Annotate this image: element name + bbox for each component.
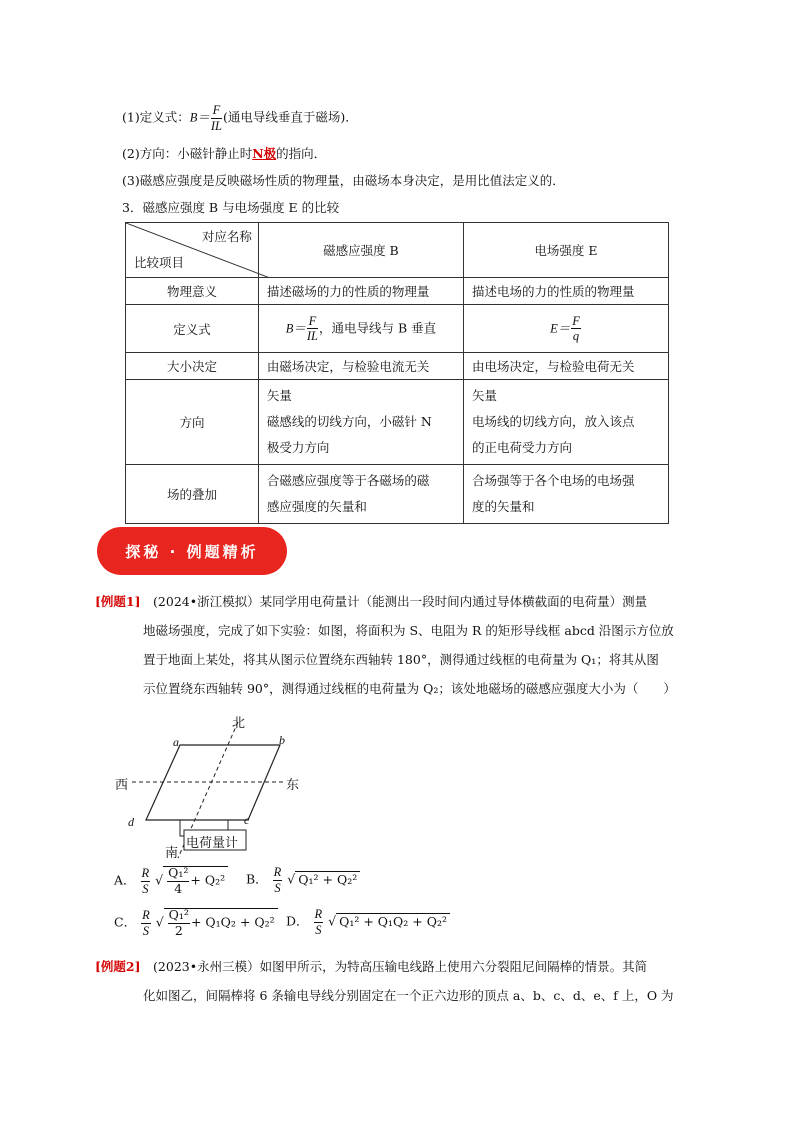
cell-line: 的正电荷受力方向 — [471, 440, 572, 455]
s: S — [142, 881, 149, 896]
r: R — [314, 907, 323, 921]
q1-over-4 — [167, 867, 189, 895]
s: S — [142, 923, 149, 938]
cell-b: 描述磁场的力的性质的物理量 — [258, 278, 463, 305]
sqrt-body: Q₁² + Q₂² — [295, 871, 360, 887]
b-lhs: B＝ — [285, 321, 306, 335]
e-fraction — [571, 315, 581, 343]
sqrt-body — [163, 866, 228, 895]
row-label: 物理意义 — [126, 278, 259, 305]
q1-over-2 — [168, 909, 190, 937]
table-row — [126, 465, 669, 524]
ex1-line2: 地磁场强度，完成了如下实验：如图，将面积为 S、电阻为 R 的矩形导线框 abcd 沿图示方位放 — [143, 623, 674, 638]
sqrt-body — [164, 908, 278, 937]
cell-b — [258, 465, 463, 524]
label-west: 西 — [115, 778, 129, 793]
diagonal-header-cell — [126, 223, 259, 278]
property-line: (3)磁感应强度是反映磁场性质的物理量，由磁场本身决定，是用比值法定义的． — [122, 173, 565, 188]
direction-line — [122, 144, 326, 162]
den: 4 — [174, 880, 183, 896]
vertex-a: a — [173, 735, 179, 749]
label-east: 东 — [286, 778, 300, 793]
sqrt-symbol: √ — [287, 871, 296, 887]
table-row — [126, 278, 669, 305]
cell-line: 合场强等于各个电场的电场强 — [471, 473, 635, 488]
n-pole-highlight: N极 — [252, 146, 277, 161]
table-row — [126, 305, 669, 353]
l1-prefix: (1)定义式： — [122, 109, 190, 125]
sqrt-symbol: √ — [328, 913, 337, 929]
option-c-label: C． — [114, 914, 137, 930]
e-lhs: E＝ — [550, 321, 571, 335]
table-row — [126, 380, 669, 465]
l2-prefix: (2)方向：小磁针静止时 — [122, 146, 253, 161]
den: 2 — [174, 922, 183, 938]
l2-suffix: 的指向． — [276, 146, 327, 161]
cell-line: 磁感线的切线方向，小磁针 N — [266, 414, 432, 429]
l1-suffix: (通电导线垂直于磁场)． — [222, 109, 358, 125]
definition-line — [122, 104, 358, 132]
option-c[interactable] — [114, 908, 278, 937]
cell-e-formula — [463, 305, 668, 353]
r-over-s — [141, 867, 151, 895]
option-d[interactable] — [286, 908, 450, 936]
sqrt-symbol: √ — [155, 914, 164, 930]
cell-e — [463, 465, 668, 524]
cell-line: 极受力方向 — [266, 440, 330, 455]
col-header-b: 磁感应强度 B — [258, 223, 463, 278]
r: R — [142, 908, 150, 922]
r-over-s — [273, 866, 283, 894]
ex2-text: (2023•永州三模）如图甲所示，为特高压输电线路上使用六分裂阻尼间隔棒的情景。其简 — [140, 959, 648, 974]
table-header-row — [126, 223, 669, 278]
ex1-tag: [例题1] — [95, 594, 141, 609]
option-b[interactable] — [246, 866, 360, 894]
table-row — [126, 353, 669, 380]
tail: + Q₁Q₂ + Q₂² — [190, 914, 275, 930]
header-comparison-item: 比较项目 — [134, 255, 185, 270]
r: R — [273, 865, 282, 879]
e-num: F — [572, 313, 580, 328]
sqrt-symbol: √ — [155, 872, 164, 888]
charge-meter-label: 电荷量计 — [186, 836, 239, 851]
r-over-s — [141, 909, 151, 937]
b-suffix: ，通电导线与 B 垂直 — [318, 320, 437, 335]
comparison-table — [125, 222, 669, 524]
cell-b: 由磁场决定，与检验电流无关 — [258, 353, 463, 380]
cell-line: 矢量 — [471, 388, 497, 403]
tail: + Q₂² — [190, 872, 226, 888]
ex1-line1 — [95, 587, 705, 616]
comparison-heading: 3．磁感应强度 B 与电场强度 E 的比较 — [122, 200, 340, 215]
example-2 — [95, 952, 705, 1010]
cell-e: 描述电场的力的性质的物理量 — [463, 278, 668, 305]
option-b-label: B． — [246, 871, 268, 887]
option-a[interactable] — [114, 866, 228, 895]
vertex-c: c — [244, 813, 250, 827]
cell-line: 合磁感应强度等于各磁场的磁 — [266, 473, 430, 488]
vertex-d: d — [128, 815, 134, 829]
cell-b — [258, 380, 463, 465]
option-d-label: D． — [286, 913, 309, 929]
option-a-label: A． — [114, 872, 136, 888]
formula-lhs: B＝ — [189, 110, 210, 125]
sqrt-body: Q₁² + Q₁Q₂ + Q₂² — [336, 913, 450, 929]
num: Q₁² — [168, 865, 189, 880]
ex2-line2: 化如图乙，间隔棒将 6 条输电导线分别固定在一个正六边形的顶点 a、b、c、d、e、f 上，O 为 — [143, 988, 674, 1003]
ex2-tag: [例题2] — [95, 959, 141, 974]
example-1 — [95, 587, 705, 703]
cell-e — [463, 380, 668, 465]
cell-line: 电场线的切线方向，放入该点 — [471, 414, 635, 429]
r-over-s — [314, 908, 324, 936]
b-num: F — [308, 313, 317, 328]
formula-fraction — [211, 104, 222, 132]
fraction-denominator: IL — [210, 118, 222, 133]
label-south: 南 — [165, 846, 179, 861]
cell-e: 由电场决定，与检验电荷无关 — [463, 353, 668, 380]
section-badge: 探秘 · 例题精析 — [97, 527, 287, 575]
b-fraction — [307, 315, 318, 343]
row-label: 场的叠加 — [126, 465, 259, 524]
cell-line: 度的矢量和 — [471, 499, 535, 514]
e-den: q — [572, 329, 580, 343]
row-label: 大小决定 — [126, 353, 259, 380]
b-den: IL — [306, 329, 318, 343]
s: S — [274, 880, 281, 895]
ex1-text: (2024•浙江模拟）某同学用电荷量计（能测出一段时间内通过导体横截面的电荷量）测量 — [140, 594, 648, 609]
fraction-numerator: F — [212, 103, 221, 117]
r: R — [141, 866, 150, 880]
header-corresponding-name: 对应名称 — [201, 229, 252, 244]
cell-b-formula — [258, 305, 463, 353]
ex1-line4: 示位置绕东西轴转 90°，测得通过线框的电荷量为 Q₂；该处地磁场的磁感应强度大小为（ ） — [143, 681, 676, 696]
col-header-e: 电场强度 E — [463, 223, 668, 278]
ex2-line1 — [95, 952, 705, 981]
cell-line: 矢量 — [266, 388, 292, 403]
cell-line: 感应强度的矢量和 — [266, 499, 367, 514]
ex1-line3: 置于地面上某处，将其从图示位置绕东西轴转 180°，测得通过线框的电荷量为 Q₁；将其从图 — [143, 652, 659, 667]
num: Q₁² — [168, 907, 189, 922]
vertex-b: b — [279, 733, 285, 747]
s: S — [315, 922, 322, 937]
label-north: 北 — [232, 716, 246, 731]
row-label: 定义式 — [126, 305, 259, 353]
row-label: 方向 — [126, 380, 259, 465]
